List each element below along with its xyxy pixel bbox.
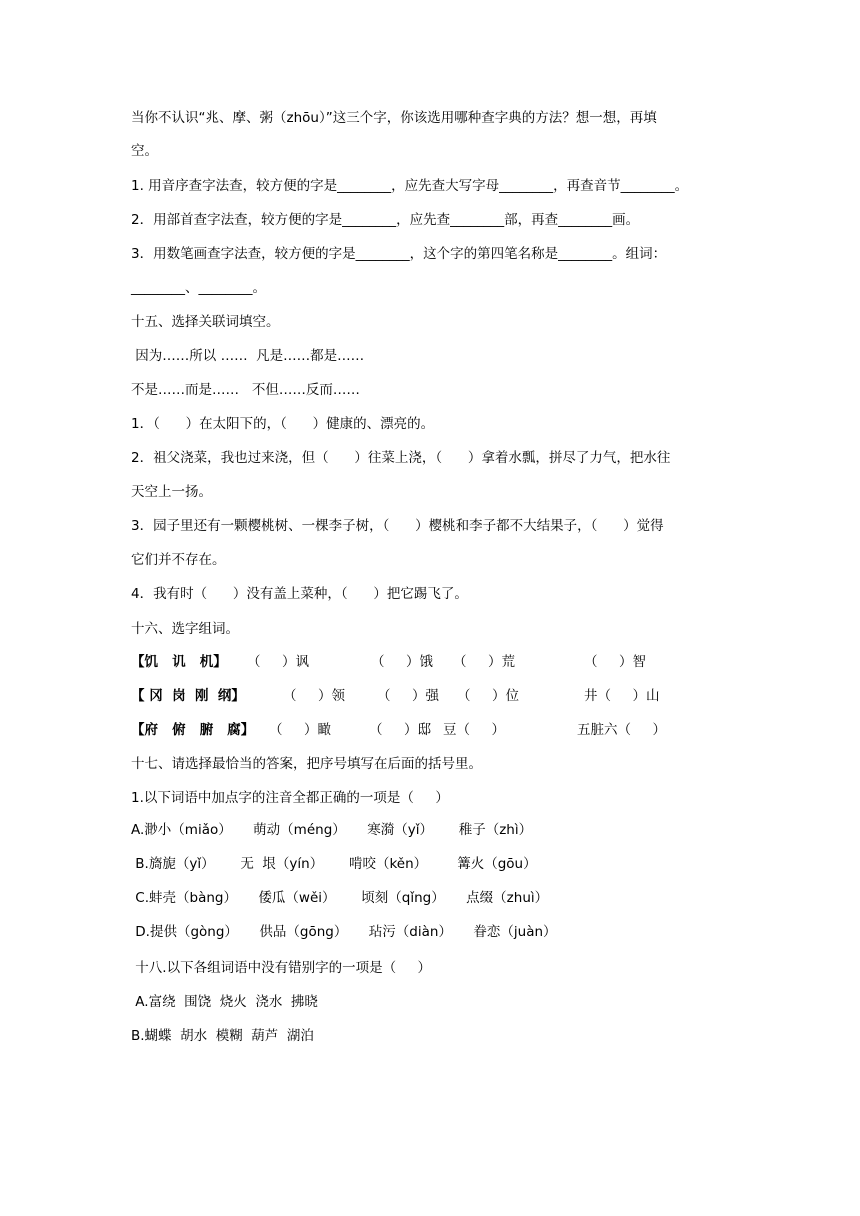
q15-item-2: 2．祖父浇菜，我也过来浇，但（ ）往菜上浇，（ ）拿着水瓢，拼尽了力气，把水往 (131, 450, 671, 466)
q16-row-2-item-a: （ ）领 (283, 688, 345, 704)
q16-row-2-item-b: （ ）强 (377, 688, 439, 704)
q15-item-3-continued: 它们并不存在。 (131, 552, 226, 568)
q16-title: 十六、选字组词。 (131, 621, 239, 637)
q17-option-a: A.渺小（miǎo） 萌动（méng） 寒漪（yǐ） 稚子（zhì） (131, 822, 533, 838)
q14-item-3: 3．用数笔画查字法查，较方便的字是________，这个字的第四笔名称是________。组词： (131, 246, 667, 262)
q14-item-3-continued: ________、________。 (131, 280, 266, 296)
q17-option-b: B.旖旎（yǐ） 无 垠（yín） 啃咬（kěn） 篝火（gōu） (131, 856, 537, 872)
q18-option-a: A.富绕 围饶 烧火 浇水 拂晓 (131, 994, 318, 1010)
q15-options-line-1: 因为……所以 …… 凡是……都是…… (131, 348, 365, 364)
q16-row-3-group: 【府 俯 腑 腐】 (131, 722, 255, 738)
q18-title: 十八.以下各组词语中没有错别字的一项是（ ） (131, 960, 432, 976)
q14-item-1: 1. 用音序查字法查，较方便的字是________，应先查大写字母________，再查音节________。 (131, 178, 689, 194)
q17-option-c: C.蚌壳（bàng） 倭瓜（wěi） 顷刻（qǐng） 点缀（zhuì） (131, 890, 549, 906)
q16-row-1-group: 【饥 讥 机】 (131, 654, 227, 670)
q14-intro-line-2: 空。 (131, 143, 158, 159)
q16-row-1-item-b: （ ）饿 (371, 654, 433, 670)
q16-row-3-item-d: 五脏六（ ） (577, 722, 666, 738)
q16-row-2-item-c: （ ）位 (457, 688, 519, 704)
q15-item-3: 3．园子里还有一颗樱桃树、一棵李子树，（ ）樱桃和李子都不大结果子，（ ）觉得 (131, 518, 664, 534)
q18-option-b: B.蝴蝶 胡水 模糊 葫芦 湖泊 (131, 1028, 314, 1044)
q16-row-3-item-b: （ ）邸 (369, 722, 431, 738)
q17-option-d: D.提供（gòng） 供品（gōng） 玷污（diàn） 眷恋（juàn） (131, 924, 557, 940)
q17-question: 1.以下词语中加点字的注音全都正确的一项是（ ） (131, 790, 449, 806)
q15-item-2-continued: 天空上一扬。 (131, 484, 212, 500)
q16-row-2-group: 【 冈 岗 刚 纲】 (131, 688, 245, 704)
q15-item-1: 1．（ ）在太阳下的，（ ）健康的、漂亮的。 (131, 416, 435, 432)
q16-row-1-item-a: （ ）讽 (247, 654, 309, 670)
q15-options-line-2: 不是……而是…… 不但……反而…… (131, 382, 360, 398)
q15-title: 十五、选择关联词填空。 (131, 314, 280, 330)
q16-row-1-item-d: （ ）智 (584, 654, 646, 670)
q16-row-3-item-a: （ ）瞰 (269, 722, 331, 738)
q16-row-3-item-c: 豆（ ） (443, 722, 505, 738)
q14-item-2: 2．用部首查字法查，较方便的字是________，应先查________部，再查________画。 (131, 212, 640, 228)
q16-row-1-item-c: （ ）荒 (453, 654, 515, 670)
q17-title: 十七、请选择最恰当的答案，把序号填写在后面的括号里。 (131, 756, 482, 772)
q15-item-4: 4．我有时（ ）没有盖上菜种，（ ）把它踢飞了。 (131, 586, 468, 602)
q16-row-2-item-d: 井（ ）山 (584, 688, 660, 704)
q14-intro-line-1: 当你不认识“兆、摩、粥（zhōu）”这三个字，你该选用哪种查字典的方法？想一想，再填 (131, 110, 657, 126)
